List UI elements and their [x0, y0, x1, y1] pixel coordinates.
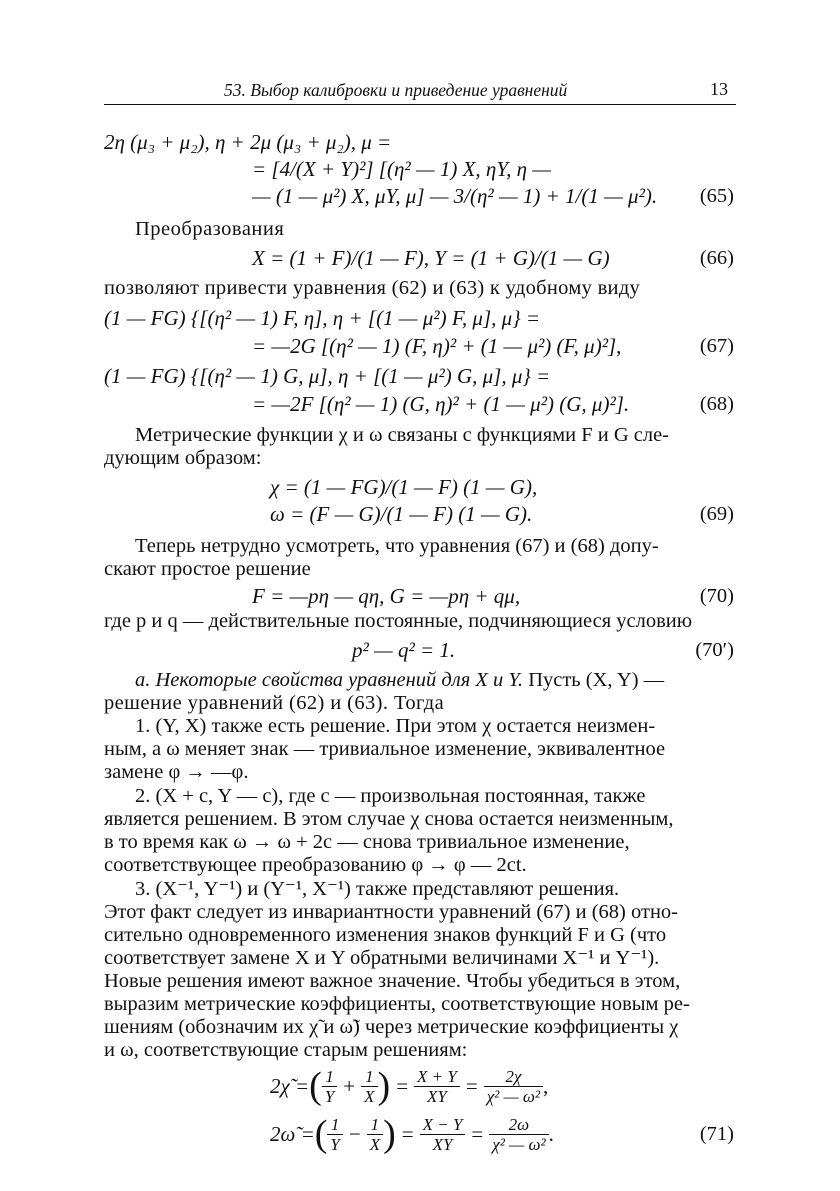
equation-67-line-2: = —2G [(η² — 1) (F, η)² + (1 — μ²) (F, μ)²],	[252, 334, 622, 358]
item-3-line-1: 3. (X⁻¹, Y⁻¹) и (Y⁻¹, X⁻¹) также представляют решения.	[135, 878, 620, 900]
paren-right: )	[377, 1065, 391, 1107]
equation-65-line-3: — (1 — μ²) X, μY, μ] — 3/(η² — 1) + 1/(1 — μ²).	[252, 184, 658, 208]
equation-66: X = (1 + F)/(1 — F), Y = (1 + G)/(1 — G)	[252, 246, 610, 270]
paragraph-allow: позволяют привести уравнения (62) и (63) к удобному виду	[104, 277, 641, 299]
equation-69-number: (69)	[699, 503, 734, 525]
paren-left: (	[309, 1065, 322, 1107]
equation-68-number: (68)	[699, 393, 734, 415]
equation-66-number: (66)	[699, 247, 734, 269]
item-3-line-4: соответствует замене X и Y обратными величинами X⁻¹ и Y⁻¹).	[104, 947, 660, 969]
equation-65-number: (65)	[699, 185, 734, 207]
item-2-line-1: 2. (X + c, Y — c), где c — произвольная постоянная, также	[135, 785, 646, 807]
equation-70-prime: p² — q² = 1.	[352, 638, 456, 662]
minus-sign: −	[348, 1121, 361, 1146]
item-1-line-1: 1. (Y, X) также есть решение. При этом χ остается неизмен-	[135, 715, 656, 737]
equation-65-line-2: = [4/(X + Y)²] [(η² — 1) X, ηY, η —	[252, 157, 551, 181]
fraction-1-over-x: $\frac{1}{X}$	[361, 1067, 377, 1106]
equation-71-line-2	[270, 1112, 554, 1156]
paragraph-transform: Преобразования	[135, 218, 285, 240]
item-3-line-8: и ω, соответствующие старым решениям:	[104, 1039, 468, 1061]
equation-67-number: (67)	[699, 335, 734, 357]
paragraph-now-line-2: скают простое решение	[104, 558, 311, 580]
page-number: 13	[710, 79, 728, 99]
equation-71-number: (71)	[699, 1123, 734, 1145]
equation-70-number: (70)	[699, 585, 734, 607]
paragraph-now-line-1: Теперь нетрудно усмотреть, что уравнения (67) и (68) допу-	[135, 535, 659, 557]
paragraph-metric-line-2: дующим образом:	[104, 447, 262, 469]
running-header	[104, 76, 736, 105]
item-1-line-3: замене φ → —φ.	[104, 761, 249, 783]
paragraph-metric-line-1: Метрические функции χ и ω связаны с функциями F и G сле-	[135, 424, 670, 446]
equation-71-line-1	[270, 1064, 548, 1108]
paragraph-where: где p и q — действительные постоянные, подчиняющиеся условию	[104, 610, 693, 632]
fraction-xmy-over-xy: $\frac{X - Y}{XY}$	[420, 1115, 466, 1154]
section-a-line-2: решение уравнений (62) и (63). Тогда	[104, 692, 445, 714]
equation-65-line-1: 2η (μ₃ + μ₂), η + 2μ (μ₃ + μ₂), μ =	[104, 130, 392, 154]
period: .	[548, 1121, 554, 1146]
equation-70: F = —pη — qη, G = —pη + qμ,	[252, 584, 521, 608]
equation-70-prime-number: (70′)	[695, 639, 734, 661]
fraction-xpy-over-xy: $\frac{X + Y}{XY}$	[414, 1067, 460, 1106]
comma: ,	[542, 1073, 549, 1098]
item-1-line-2: ным, а ω меняет знак — тривиальное изменение, эквивалентное	[104, 738, 666, 760]
equals-sign: =	[401, 1121, 414, 1146]
fraction-1-over-y: 1 Y	[327, 1115, 342, 1154]
plus-sign: +	[343, 1073, 356, 1098]
equation-69-line-2: ω = (F — G)/(1 — F) (1 — G).	[270, 502, 533, 526]
section-a-rest: Пусть (X, Y) —	[523, 669, 665, 691]
section-a-line-1	[135, 668, 664, 692]
section-a-heading: a. Некоторые свойства уравнений для X и Y.	[135, 669, 524, 691]
item-3-line-3: сительно одновременного изменения знаков функций F и G (что	[104, 924, 667, 946]
paren-left: (	[314, 1113, 328, 1155]
equation-69-line-1: χ = (1 — FG)/(1 — F) (1 — G),	[270, 475, 538, 499]
item-3-line-2: Этот факт следует из инвариантности уравнений (67) и (68) отно-	[104, 901, 678, 923]
equation-68-line-2: = —2F [(η² — 1) (G, η)² + (1 — μ²) (G, μ)²].	[252, 392, 630, 416]
equation-67-line-1: (1 — FG) {[(η² — 1) F, η], η + [(1 — μ²) F, μ], μ} =	[104, 306, 541, 330]
item-2-line-2: является решением. В этом случае χ снова остается неизменным,	[104, 808, 674, 830]
paren-right: )	[383, 1113, 396, 1155]
equals-sign: =	[471, 1121, 484, 1146]
fraction-2chi-over-den: $\frac{2\chi}{\text{χ² — ω²}}$	[484, 1067, 543, 1106]
item-3-line-7: шениям (обозначим их χ̃ и ω̃) через метрические коэффициенты χ	[104, 1016, 679, 1038]
eq71-lhs-omega: 2ω̃ =	[270, 1121, 315, 1146]
equation-68-line-1: (1 — FG) {[(η² — 1) G, μ], η + [(1 — μ²) G, μ], μ} =	[104, 364, 551, 388]
item-3-line-6: выразим метрические коэффициенты, соответствующие новым ре-	[104, 993, 690, 1015]
fraction-1-over-x: $\frac{1}{X}$	[367, 1115, 383, 1154]
running-title: 53. Выбор калибровки и приведение уравнений	[224, 80, 568, 100]
item-2-line-4: соответствующее преобразованию φ → φ — 2ct.	[104, 854, 527, 876]
equals-sign: =	[465, 1073, 478, 1098]
equals-sign: =	[396, 1073, 409, 1098]
fraction-1-over-y: 1 Y	[322, 1067, 337, 1106]
item-2-line-3: в то время как ω → ω + 2c — снова тривиальное изменение,	[104, 831, 630, 853]
eq71-lhs-chi: 2χ̃ =	[270, 1073, 310, 1098]
fraction-2omega-over-den: $\frac{2\omega}{\text{χ² — ω²}}$	[489, 1115, 548, 1154]
item-3-line-5: Новые решения имеют важное значение. Чтобы убедиться в этом,	[104, 970, 681, 992]
